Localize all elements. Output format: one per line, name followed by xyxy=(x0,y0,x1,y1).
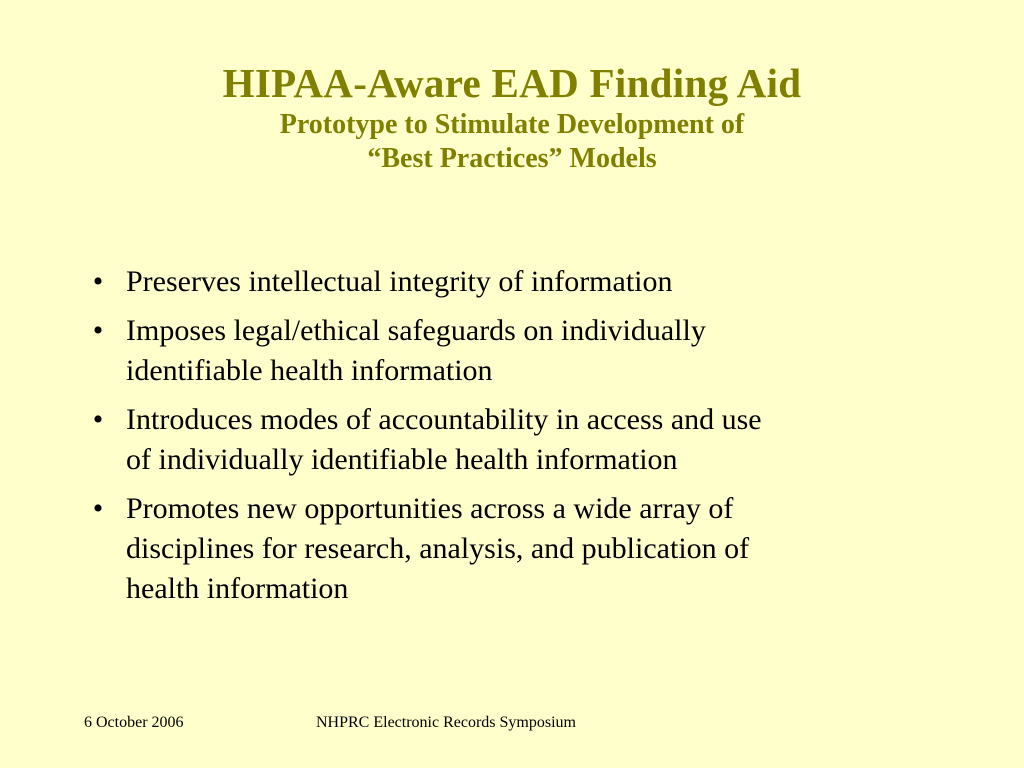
bullet-dot-icon: • xyxy=(92,492,104,525)
slide-subtitle-line-1: Prototype to Stimulate Development of xyxy=(279,109,745,140)
bullet-line: Preserves intellectual integrity of information xyxy=(126,265,673,298)
bullet-item-3 xyxy=(86,400,946,480)
bullet-line: of individually identifiable health information xyxy=(126,443,678,476)
bullet-line: health information xyxy=(126,572,349,605)
slide-subtitle-line-2: “Best Practices” Models xyxy=(367,143,657,174)
bullet-line: Promotes new opportunities across a wide array of xyxy=(126,492,734,525)
bullet-item-4 xyxy=(86,489,946,609)
bullet-dot-icon: • xyxy=(92,265,104,298)
bullet-line: Imposes legal/ethical safeguards on individually xyxy=(126,314,706,347)
slide-title: HIPAA-Aware EAD Finding Aid xyxy=(222,60,802,106)
footer-date: 6 October 2006 xyxy=(84,714,184,731)
bullet-item-2 xyxy=(86,311,946,391)
bullet-line: Introduces modes of accountability in access and use xyxy=(126,403,762,436)
bullet-dot-icon: • xyxy=(92,314,104,347)
footer-event-name: NHPRC Electronic Records Symposium xyxy=(316,714,576,731)
bullet-dot-icon: • xyxy=(92,403,104,436)
title-block xyxy=(0,58,1024,176)
bullet-line: identifiable health information xyxy=(126,354,493,387)
bullet-item-1 xyxy=(86,262,946,302)
bullet-line: disciplines for research, analysis, and publication of xyxy=(126,532,750,565)
bullet-list xyxy=(86,262,946,618)
